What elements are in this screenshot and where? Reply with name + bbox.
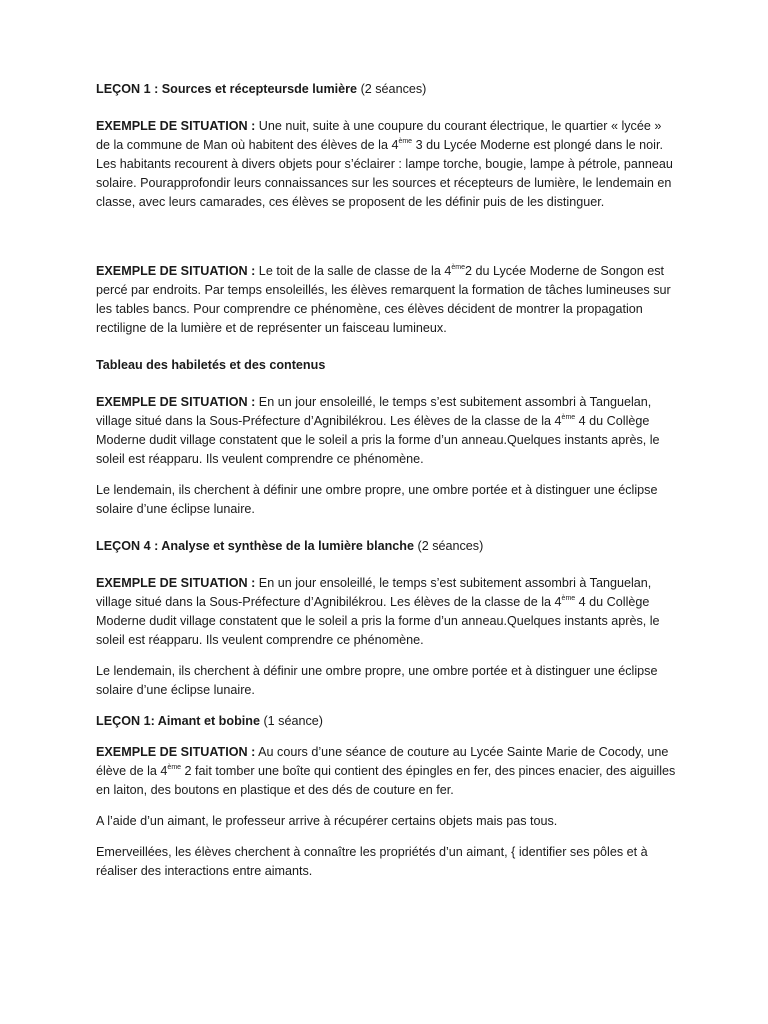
situation-text-cont: 4 du Collège Moderne dudit village constatent que le soleil a pris la forme d’un anneau.Quelques instants après, le soleil est réapparu. Ils veulent comprendre ce phénomène.: [96, 414, 660, 466]
table-heading: Tableau des habiletés et des contenus: [96, 358, 326, 372]
lesson-magnet-heading: [96, 712, 676, 731]
lesson-magnet-para2: A l’aide d’un aimant, le professeur arrive à récupérer certains objets mais pas tous.: [96, 814, 558, 828]
situation-text: En un jour ensoleillé, le temps s’est subitement assombri à Tanguelan, village situé dans la Sous-Préfecture d’Agnibilékrou. Les élèves de la classe de la 4: [96, 576, 652, 609]
document-page: [96, 80, 676, 881]
lesson4-duration: (2 séances): [417, 539, 484, 553]
situation-text-cont: 2 fait tomber une boîte qui contient des épingles en fer, des pinces enacier, des aiguilles en laiton, des boutons en plastique et des dés de couture en fer.: [96, 764, 676, 797]
lesson1-situation1: [96, 117, 676, 212]
lesson4-title: LEÇON 4 : Analyse et synthèse de la lumière blanche: [96, 539, 414, 553]
lesson1-duration: (2 séances): [360, 82, 427, 96]
situation-text-cont: 2 du Lycée Moderne de Songon est percé par endroits. Par temps ensoleillés, les élèves remarquent la formation de tâches lumineuses sur les tables bancs. Pour comprendre ce phénomène, ces élèves décident de montrer la propagation rectiligne de la lumière et de représenter un faisceau lumineux.: [96, 264, 671, 335]
situation-text: Une nuit, suite à une coupure du courant électrique, le quartier « lycée » de la commune de Man où habitent des élèves de la 4: [96, 119, 662, 152]
situation-label: EXEMPLE DE SITUATION :: [96, 395, 256, 409]
situation-label: EXEMPLE DE SITUATION :: [96, 576, 256, 590]
situation-text: En un jour ensoleillé, le temps s’est subitement assombri à Tanguelan, village situé dans la Sous-Préfecture d’Agnibilékrou. Les élèves de la classe de la 4: [96, 395, 652, 428]
superscript: ème: [167, 763, 182, 771]
lesson1-heading: [96, 80, 676, 99]
situation-label: EXEMPLE DE SITUATION :: [96, 119, 256, 133]
situation-text: Au cours d’une séance de couture au Lycée Sainte Marie de Cocody, une élève de la 4: [96, 745, 669, 778]
lesson4-followup: Le lendemain, ils cherchent à définir une ombre propre, une ombre portée et à distinguer une éclipse solaire d’une éclipse lunaire.: [96, 664, 658, 697]
situation-text-cont: 4 du Collège Moderne dudit village constatent que le soleil a pris la forme d’un anneau.Quelques instants après, le soleil est réapparu. Ils veulent comprendre ce phénomène.: [96, 595, 660, 647]
situation-label: EXEMPLE DE SITUATION :: [96, 745, 256, 759]
superscript: ème: [398, 137, 413, 145]
superscript: ème: [451, 263, 465, 271]
lesson-magnet-para3: Emerveillées, les élèves cherchent à connaître les propriétés d’un aimant, { identifier ses pôles et à réaliser des interactions entre aimants.: [96, 845, 648, 878]
lesson4-situation: [96, 574, 676, 650]
lesson4-heading: [96, 537, 676, 556]
situation-text: Le toit de la salle de classe de la 4: [255, 264, 452, 278]
situation-text-cont: 3 du Lycée Moderne est plongé dans le noir. Les habitants recourent à divers objets pour s’éclairer : lampe torche, bougie, lampe à pétrole, panneau solaire. Pourapprofondir leurs connaissances sur les sources et récepteurs de lumière, le lendemain en classe, avec leurs camarades, ces élèves se proposent de les définir puis de les distinguer.: [96, 138, 673, 209]
situation3-followup: Le lendemain, ils cherchent à définir une ombre propre, une ombre portée et à distinguer une éclipse solaire d’une éclipse lunaire.: [96, 483, 658, 516]
lesson1-title: LEÇON 1 : Sources et récepteursde lumière: [96, 82, 358, 96]
situation3: [96, 393, 676, 469]
lesson-magnet-title: LEÇON 1: Aimant et bobine: [96, 714, 260, 728]
lesson-magnet-duration: (1 séance): [263, 714, 323, 728]
superscript: ème: [561, 413, 576, 421]
lesson1-situation2: [96, 262, 676, 338]
superscript: ème: [561, 594, 576, 602]
situation-label: EXEMPLE DE SITUATION :: [96, 264, 256, 278]
lesson-magnet-situation: [96, 743, 676, 800]
